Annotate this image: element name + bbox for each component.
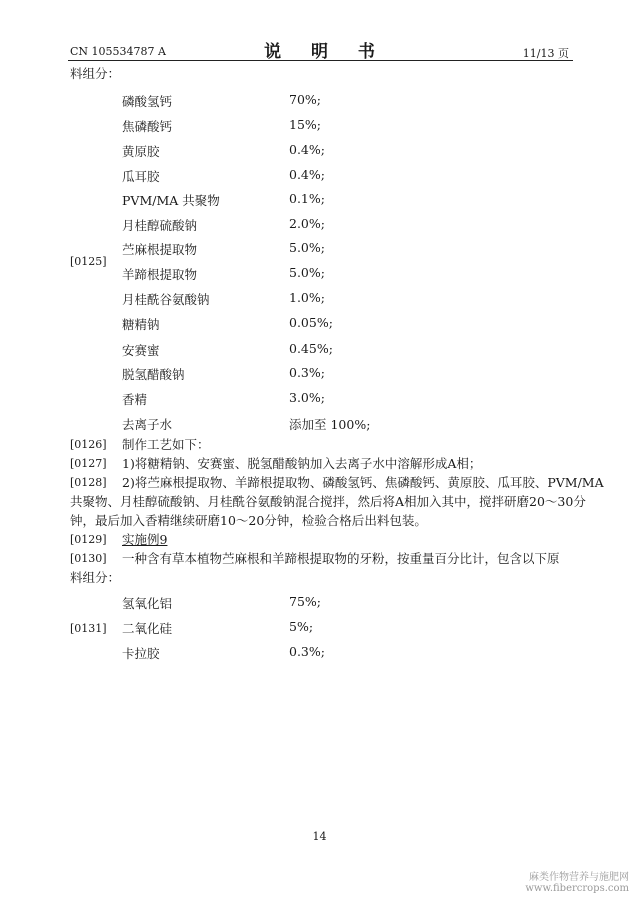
ingredient-name: 磷酸氢钙 <box>122 94 173 109</box>
example-heading: 实施例9 <box>122 532 168 547</box>
para-number-0128: [0128] <box>70 476 107 489</box>
ingredient-value: 15%; <box>289 117 321 132</box>
page-info: 11/13 页 <box>522 47 569 60</box>
ingredient-name: 二氧化硅 <box>122 621 173 636</box>
ingredient-value: 75%; <box>289 594 321 609</box>
ingredient-value: 0.4%; <box>289 167 325 182</box>
ingredient-name: 苎麻根提取物 <box>122 242 198 257</box>
patent-number: CN 105534787 A <box>70 45 166 58</box>
ingredient-value: 5.0%; <box>289 240 325 255</box>
ingredient-name: 安赛蜜 <box>122 343 160 358</box>
ingredient-value: 0.3%; <box>289 365 325 380</box>
watermark-url: www.fibercrops.com <box>525 883 629 894</box>
ingredient-name: 羊蹄根提取物 <box>122 267 198 282</box>
document-title: 说 明 书 <box>264 42 387 62</box>
intro-tail-text: 料组分： <box>70 66 121 81</box>
ingredient-value: 添加至 100%; <box>289 417 371 432</box>
ingredient-value: 5%; <box>289 619 314 634</box>
ingredient-name: 卡拉胶 <box>122 646 160 661</box>
page-number: 14 <box>312 830 327 843</box>
ingredient-value: 0.45%; <box>289 341 333 356</box>
header-divider <box>68 60 573 61</box>
para-number-0125: [0125] <box>70 255 107 268</box>
para-number-0129: [0129] <box>70 533 107 546</box>
para-text-0128-line1: 2)将苎麻根提取物、羊蹄根提取物、磷酸氢钙、焦磷酸钙、黄原胶、瓜耳胶、PVM/MA <box>122 475 604 490</box>
ingredient-name: PVM/MA 共聚物 <box>122 193 220 208</box>
ingredient-value: 0.4%; <box>289 142 325 157</box>
para-number-0126: [0126] <box>70 438 107 451</box>
para-number-0127: [0127] <box>70 457 107 470</box>
ingredient-value: 3.0%; <box>289 390 325 405</box>
para-text-0128-line2: 共聚物、月桂醇硫酸钠、月桂酰谷氨酸钠混合搅拌，然后将A相加入其中，搅拌研磨20～30分 <box>70 494 586 509</box>
para-number-0130: [0130] <box>70 552 107 565</box>
ingredient-name: 香精 <box>122 392 148 407</box>
ingredient-name: 去离子水 <box>122 417 173 432</box>
ingredient-value: 70%; <box>289 92 321 107</box>
ingredient-value: 0.05%; <box>289 315 333 330</box>
para-number-0131: [0131] <box>70 622 107 635</box>
ingredient-value: 0.3%; <box>289 644 325 659</box>
watermark-text: 麻类作物营养与施肥网 <box>529 872 629 883</box>
ingredient-value: 0.1%; <box>289 191 325 206</box>
para-text-0128-line3: 钟，最后加入香精继续研磨10～20分钟，检验合格后出料包装。 <box>70 513 427 528</box>
ingredient-name: 焦磷酸钙 <box>122 119 173 134</box>
ingredient-value: 2.0%; <box>289 216 325 231</box>
ingredient-name: 月桂酰谷氨酸钠 <box>122 292 210 307</box>
ingredient-name: 瓜耳胶 <box>122 169 160 184</box>
ingredient-value: 5.0%; <box>289 265 325 280</box>
para-text-0126: 制作工艺如下： <box>122 437 210 452</box>
ingredient-name: 氢氧化铝 <box>122 596 173 611</box>
para-text-0127: 1)将糖精钠、安赛蜜、脱氢醋酸钠加入去离子水中溶解形成A相； <box>122 456 482 471</box>
ingredient-value: 1.0%; <box>289 290 325 305</box>
para-text-0130-line2: 料组分： <box>70 570 121 585</box>
ingredient-name: 月桂醇硫酸钠 <box>122 218 198 233</box>
ingredient-name: 脱氢醋酸钠 <box>122 367 185 382</box>
ingredient-name: 糖精钠 <box>122 317 160 332</box>
ingredient-name: 黄原胶 <box>122 144 160 159</box>
para-text-0130-line1: 一种含有草本植物苎麻根和羊蹄根提取物的牙粉，按重量百分比计，包含以下原 <box>122 551 560 566</box>
